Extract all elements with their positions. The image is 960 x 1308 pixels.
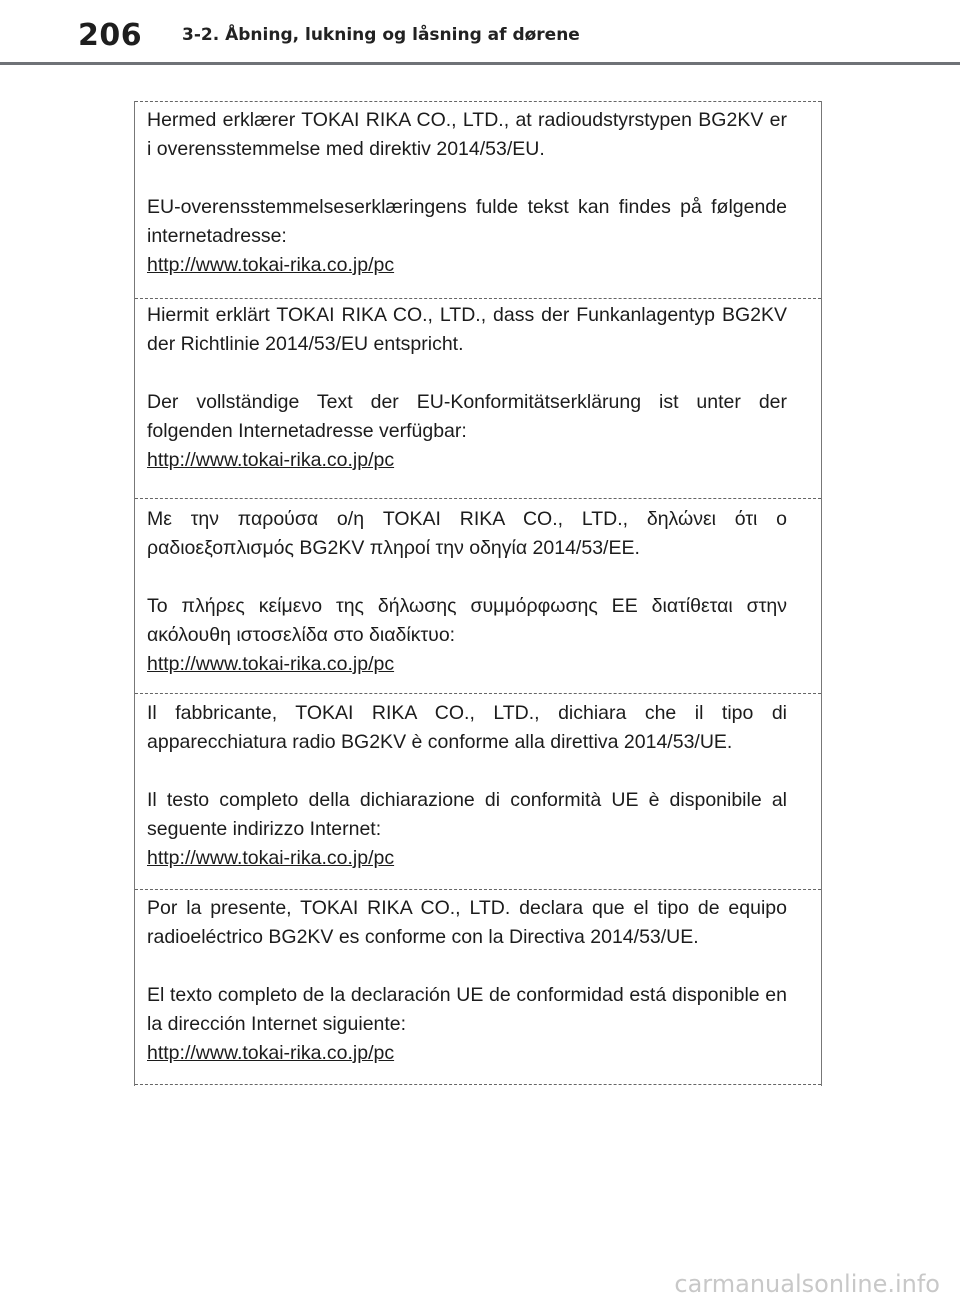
declaration-info: Το πλήρες κείμενο της δήλωσης συμμόρφωσης ΕΕ διατίθεται στην ακόλουθη ιστοσελίδα στο διαδίκτυο: [147, 595, 787, 646]
page-number: 206 [78, 18, 143, 53]
declaration-statement: Με την παρούσα ο/η TOKAI RIKA CO., LTD., δηλώνει ότι ο ραδιοεξοπλισμός BG2KV πληροί την οδηγία 2014/53/ΕΕ. [147, 508, 787, 559]
declaration-url-link[interactable]: http://www.tokai-rika.co.jp/pc [147, 653, 395, 675]
declaration-statement: Hiermit erklärt TOKAI RIKA CO., LTD., dass der Funkanlagentyp BG2KV der Richtlinie 2014/53/EU entspricht. [147, 304, 787, 355]
declaration-spanish [135, 889, 821, 1085]
declaration-info: Der vollständige Text der EU-Konformitätserklärung ist unter der folgenden Internetadresse verfügbar: [147, 391, 787, 442]
declaration-danish [135, 101, 821, 298]
declaration-info: El texto completo de la declaración UE de conformidad está disponible en la dirección Internet siguiente: [147, 984, 787, 1035]
section-title: 3-2. Åbning, lukning og låsning af dørene [182, 25, 580, 45]
declaration-italian [135, 693, 821, 889]
page-header [0, 0, 960, 66]
declaration-url-link[interactable]: http://www.tokai-rika.co.jp/pc [147, 847, 395, 869]
declaration-url-link[interactable]: http://www.tokai-rika.co.jp/pc [147, 254, 395, 276]
watermark: carmanualsonline.info [674, 1270, 940, 1298]
header-divider [0, 62, 960, 65]
declaration-statement: Por la presente, TOKAI RIKA CO., LTD. declara que el tipo de equipo radioeléctrico BG2KV es conforme con la Directiva 2014/53/UE. [147, 897, 787, 948]
declaration-url-link[interactable]: http://www.tokai-rika.co.jp/pc [147, 1042, 395, 1064]
declaration-greek [135, 498, 821, 693]
declaration-url-link[interactable]: http://www.tokai-rika.co.jp/pc [147, 449, 395, 471]
declaration-info: EU-overensstemmelseserklæringens fulde tekst kan findes på følgende internetadresse: [147, 196, 787, 247]
declaration-statement: Il fabbricante, TOKAI RIKA CO., LTD., dichiara che il tipo di apparecchiatura radio BG2KV è conforme alla direttiva 2014/53/UE. [147, 702, 787, 753]
declaration-info: Il testo completo della dichiarazione di conformità UE è disponibile al seguente indirizzo Internet: [147, 789, 787, 840]
declaration-german [135, 298, 821, 498]
declaration-statement: Hermed erklærer TOKAI RIKA CO., LTD., at radioudstyrstypen BG2KV er i overensstemmelse med direktiv 2014/53/EU. [147, 109, 787, 160]
declarations-box [134, 101, 822, 1086]
